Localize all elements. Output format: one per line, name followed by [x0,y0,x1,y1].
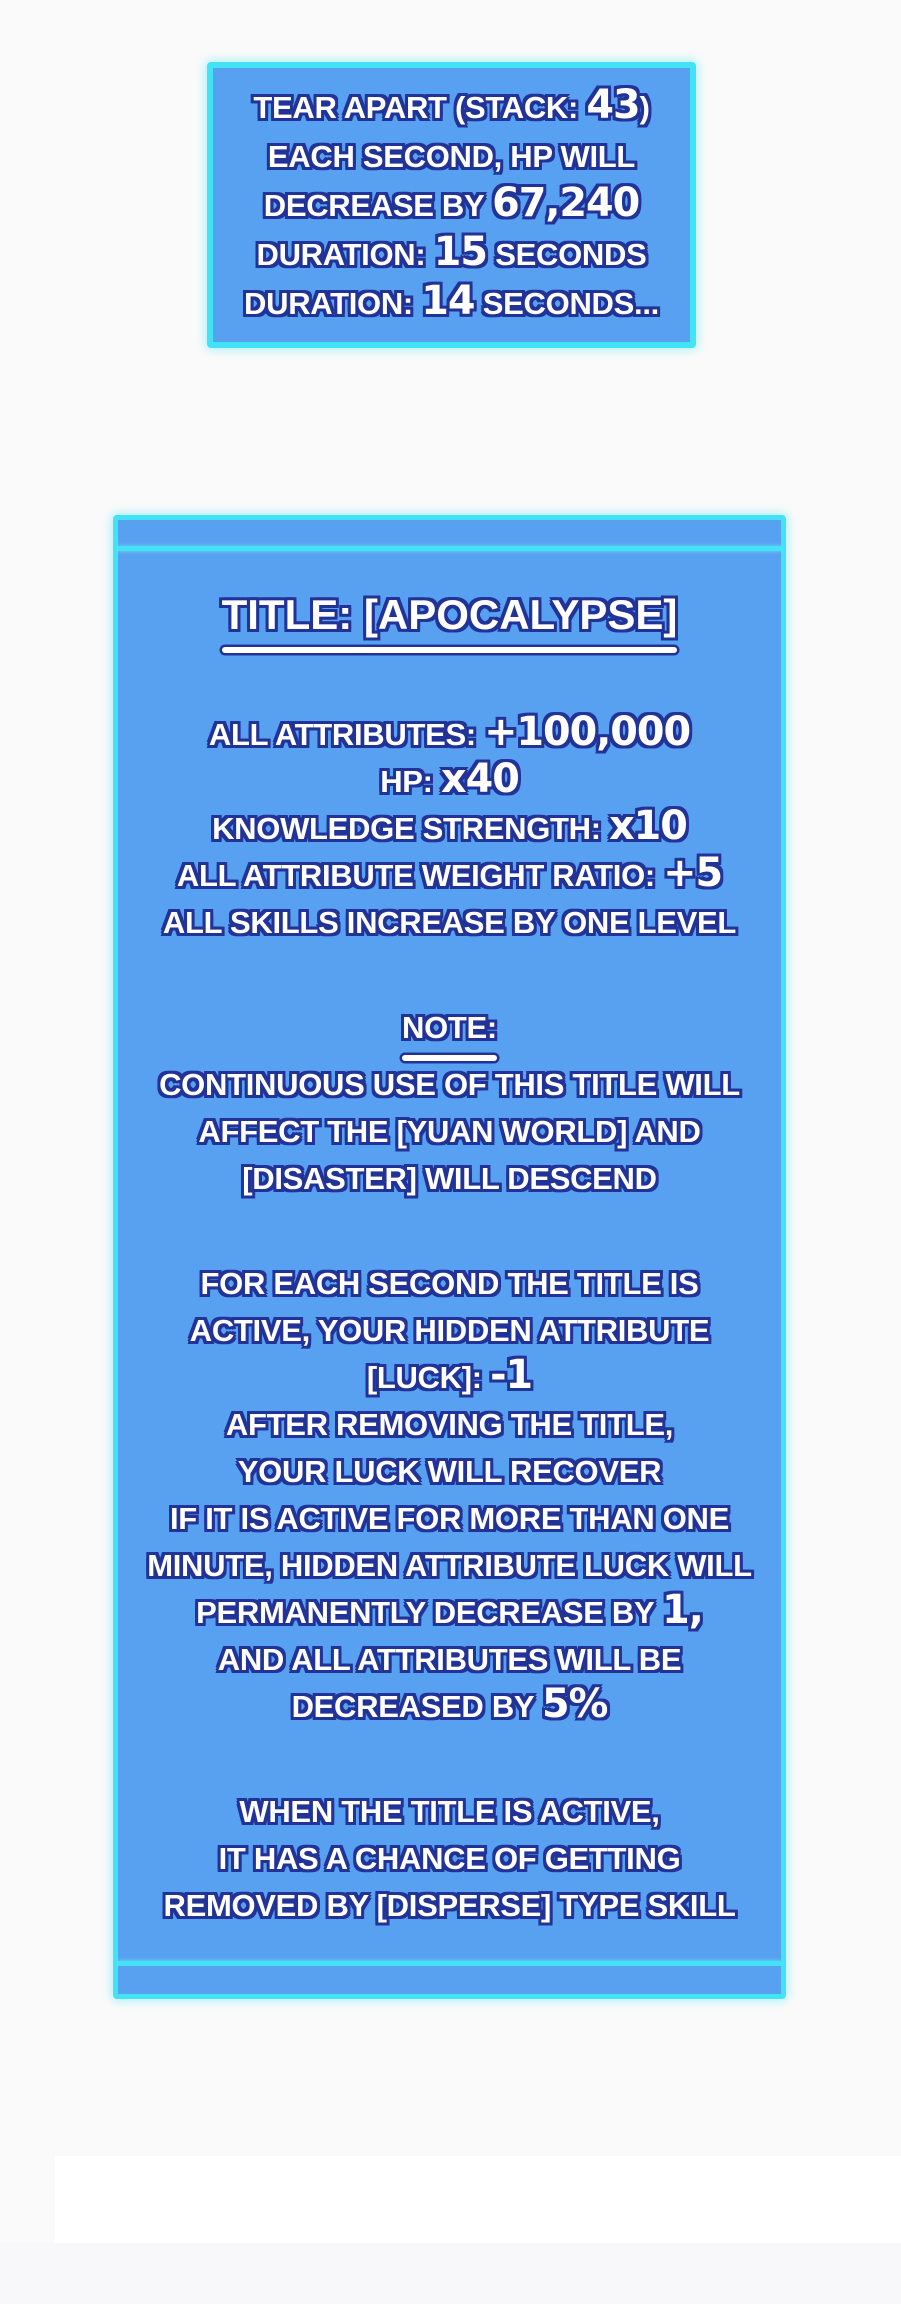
number-value: 14 [421,277,475,324]
text-segment: IF IT IS ACTIVE FOR MORE THAN ONE [169,1501,729,1536]
number-value: 43 [586,81,640,128]
text-line [219,1835,681,1882]
text-segment: IT HAS A CHANCE OF GETTING [218,1841,681,1876]
text-segment: AFFECT THE [YUAN WORLD] AND [198,1114,701,1149]
text-segment: NOTE: [402,1004,497,1061]
text-segment: DURATION: [244,285,422,321]
text-segment: SECONDS [486,236,647,272]
title-window-content [118,551,781,1961]
number-value: x40 [441,756,519,802]
text-line [196,1589,703,1636]
text-segment: ACTIVE, YOUR HIDDEN ATTRIBUTE [189,1313,710,1348]
window-header-strip [118,520,781,546]
text-line [242,1155,656,1202]
number-value: x10 [609,803,687,849]
text-segment: PERMANENTLY DECREASE BY [196,1595,663,1630]
text-line [268,132,635,181]
text-line [209,711,690,758]
text-line [163,899,736,946]
number-value: -1 [490,1352,533,1398]
text-segment: ALL SKILLS INCREASE BY ONE LEVEL [162,905,737,940]
text-line [380,758,519,805]
text-segment: ALL ATTRIBUTE WEIGHT RATIO: [176,858,664,893]
text-line [402,1004,497,1061]
text-segment: FOR EACH SECOND THE TITLE IS [200,1266,699,1301]
text-segment: KNOWLEDGE STRENGTH: [212,811,610,846]
text-segment: TEAR APART (STACK: [253,89,587,125]
text-line [201,1260,699,1307]
text-line [147,1542,752,1589]
text-line [163,1882,735,1929]
number-value: 5% [542,1681,608,1727]
text-segment: AFTER REMOVING THE TITLE, [225,1407,674,1442]
buff-status-window [207,62,696,348]
text-segment: YOUR LUCK WILL RECOVER [237,1454,662,1489]
text-line [198,1108,700,1155]
number-value: +5 [663,850,723,896]
text-segment: DECREASED BY [291,1689,543,1724]
text-line [367,1354,532,1401]
text-segment: REMOVED BY [DISPERSE] TYPE SKILL [163,1888,736,1923]
text-line [212,805,687,852]
number-value: 1, [662,1587,703,1633]
note-block [159,1004,740,1202]
text-segment: WHEN THE TITLE IS ACTIVE, [239,1794,660,1829]
number-value: +100,000 [484,709,691,755]
attribute-stats-block [163,711,736,946]
text-segment: SECONDS... [474,285,659,321]
luck-penalty-block [147,1260,752,1730]
text-line [244,279,659,328]
page-bottom-shade [0,2243,901,2304]
text-segment: HP: [380,764,441,799]
text-line [218,1636,681,1683]
text-line [222,587,678,653]
blank-caption-panel [55,2156,901,2243]
text-line [292,1683,608,1730]
number-value: 15 [433,228,487,275]
text-line [226,1401,673,1448]
text-line [190,1307,709,1354]
window-footer-strip [118,1966,781,1994]
text-segment: EACH SECOND, HP WILL [267,138,636,174]
text-segment: TITLE: [APOCALYPSE] [222,587,678,653]
text-line [177,852,722,899]
text-line [238,1448,661,1495]
text-line [170,1495,729,1542]
text-segment: ) [639,89,650,125]
text-line [253,83,649,132]
text-segment: CONTINUOUS USE OF THIS TITLE WILL [159,1067,740,1102]
window-title [222,587,678,653]
text-segment: AND ALL ATTRIBUTES WILL BE [217,1642,682,1677]
text-segment: [DISASTER] WILL DESCEND [242,1161,657,1196]
text-segment: ALL ATTRIBUTES: [208,717,485,752]
title-info-window [113,515,786,1999]
text-segment: MINUTE, HIDDEN ATTRIBUTE LUCK WILL [147,1548,752,1583]
text-segment: DURATION: [256,236,434,272]
number-value: 67,240 [492,179,640,226]
text-segment: DECREASE BY [263,187,493,223]
text-line [264,181,639,230]
text-line [239,1788,659,1835]
text-line [257,230,647,279]
text-line [159,1061,740,1108]
text-segment: [LUCK]: [366,1360,491,1395]
disperse-note-block [163,1788,735,1929]
